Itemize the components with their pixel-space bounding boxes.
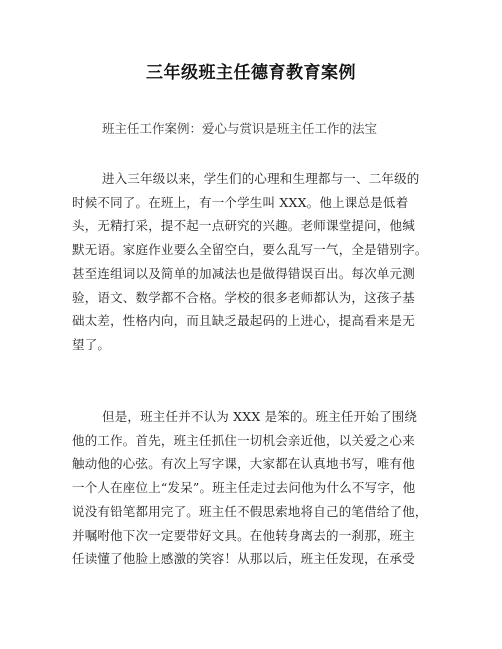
paragraph-line: 任读懂了他脸上感激的笑容！从那以后，班主任发现，在承受 [72, 551, 415, 567]
paragraph-line: 甚至连组词以及简单的加减法也是做得错误百出。每次单元测 [72, 265, 415, 281]
paragraph-line: 他的工作。首先，班主任抓住一切机会亲近他，以关爱之心来 [72, 432, 415, 448]
paragraph-line: 础太差，性格内向，而且缺乏最起码的上进心，提高看来是无 [72, 313, 415, 329]
document-title: 三年级班主任德育教育案例 [146, 63, 356, 83]
paragraph-line: 头，无精打采，提不起一点研究的兴趣。老师课堂提问，他缄 [72, 218, 415, 234]
paragraph-line: 说没有铅笔都用完了。班主任不假思索地将自己的笔借给了他， [72, 503, 428, 519]
paragraph-line: 时候不同了。在班上，有一个学生叫 XXX。他上课总是低着 [72, 194, 409, 210]
paragraph-line: 一个人在座位上“发呆”。班主任走过去问他为什么不写字，他 [72, 480, 416, 496]
document-subtitle: 班主任工作案例：爱心与赏识是班主任工作的法宝 [102, 121, 378, 136]
paragraph-line: 触动他的心弦。有次上写字课，大家都在认真地书写，唯有他 [72, 456, 415, 472]
paragraph-line: 但是，班主任并不认为 XXX 是笨的。班主任开始了围绕 [102, 409, 418, 424]
paragraph-line: 进入三年级以来，学生们的心理和生理都与一、二年级的 [102, 171, 420, 186]
paragraph-line: 验，语文、数学都不合格。学校的很多老师都认为，这孩子基 [72, 289, 415, 305]
paragraph-line: 默无语。家庭作业要么全留空白，要么乱写一气，全是错别字。 [72, 242, 428, 258]
paragraph-line: 望了。 [72, 336, 111, 352]
paragraph-1 [72, 167, 442, 357]
paragraph-2 [72, 405, 442, 571]
paragraph-line: 并嘱咐他下次一定要带好文具。在他转身离去的一刹那，班主 [72, 527, 415, 543]
